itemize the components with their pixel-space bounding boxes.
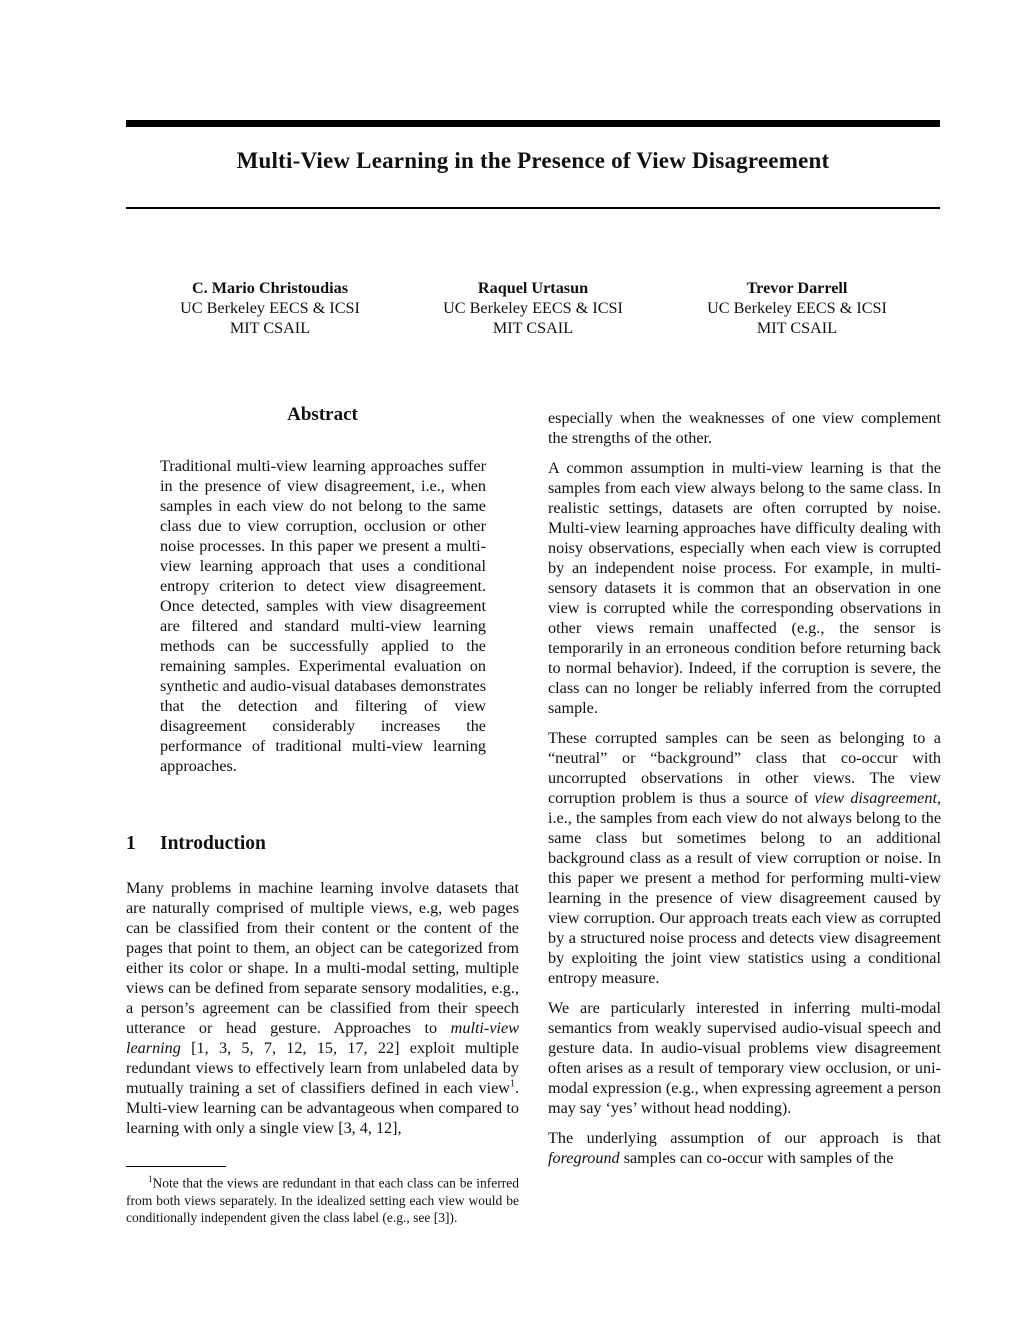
section-title: Introduction xyxy=(160,833,266,854)
body-paragraph: We are particularly interested in inferring multi-modal semantics from weakly supervised audio-visual speech and gesture data. In audio-visual problems view disagreement often arises as a result of temporary view occlusion, or uni-modal expression (e.g., when expressing agreement a person may say ‘yes’ without head nodding). xyxy=(548,999,941,1117)
author-name: C. Mario Christoudias xyxy=(191,279,349,297)
right-column xyxy=(548,408,941,1178)
body-paragraph: especially when the weaknesses of one view complement the strengths of the other. xyxy=(548,409,941,447)
intro-emphasis: multi-view learning xyxy=(126,1019,519,1057)
footnote-text: Note that the views are redundant in that each class can be inferred from both views separately. In the idealized setting each view would be conditionally independent given the class label (e.g., see [3]). xyxy=(126,1175,519,1225)
author-name: Trevor Darrell xyxy=(746,279,848,297)
body-text: , i.e., the samples from each view do not always belong to the same class but sometimes belong to an additional background class as a result of view corruption or noise. In this paper we present a method for performing multi-view learning in the presence of view disagreement caused by view corruption. Our approach treats each view as corrupted by a structured noise process and detects view disagreement by exploiting the joint view statistics using a conditional entropy measure. xyxy=(548,789,941,987)
author-block-2 xyxy=(403,278,663,338)
footnote-mark: 1 xyxy=(148,1174,153,1184)
body-text: These corrupted samples can be seen as belonging to a “neutral” or “background” class that co-occur with uncorrupted observations in other views. The view corruption problem is thus a source of xyxy=(548,729,941,807)
body-paragraph: A common assumption in multi-view learning is that the samples from each view always belong to the same class. In realistic settings, datasets are often corrupted by noise. Multi-view learning approaches have difficulty dealing with noisy observations, especially when each view is corrupted by an independent noise process. For example, in multi-sensory datasets it is common that an observation in one view is corrupted while the corresponding observations in other views remain unaffected (e.g., the sensor is temporarily in an erroneous condition before returning back to normal behavior). Indeed, if the corruption is severe, the class can no longer be reliably inferred from the corrupted sample. xyxy=(548,459,941,717)
author-affiliation: MIT CSAIL xyxy=(229,319,311,337)
body-emphasis: view disagreement xyxy=(814,789,937,807)
section-heading xyxy=(126,833,266,855)
body-text: samples can co-occur with samples of the xyxy=(619,1149,894,1167)
author-block-1 xyxy=(140,278,400,338)
intro-text: . Multi-view learning can be advantageous when compared to learning with only a single view [3, 4, 12], xyxy=(126,1079,519,1137)
footnote xyxy=(126,1171,519,1226)
paper-title: Multi-View Learning in the Presence of View Disagreement xyxy=(236,148,830,173)
footnote-ref: 1 xyxy=(509,1078,515,1090)
author-affiliation: UC Berkeley EECS & ICSI xyxy=(443,299,623,317)
abstract-text: Traditional multi-view learning approaches suffer in the presence of view disagreement, i.e., when samples in each view do not belong to the same class due to view corruption, occlusion or other noise processes. In this paper we present a multi-view learning approach that uses a conditional entropy criterion to detect view disagreement. Once detected, samples with view disagreement are filtered and standard multi-view learning methods can be successfully applied to the remaining samples. Experimental evaluation on synthetic and audio-visual databases demonstrates that the detection and filtering of view disagreement considerably increases the performance of traditional multi-view learning approaches. xyxy=(160,457,486,775)
body-paragraph xyxy=(548,1128,941,1168)
author-name: Raquel Urtasun xyxy=(477,279,589,297)
body-text: The underlying assumption of our approach is that xyxy=(548,1129,941,1147)
title-bottom-rule xyxy=(126,207,940,209)
footnote-rule xyxy=(126,1166,226,1167)
author-affiliation: MIT CSAIL xyxy=(756,319,838,337)
author-affiliation: UC Berkeley EECS & ICSI xyxy=(180,299,360,317)
abstract-heading: Abstract xyxy=(287,404,358,425)
intro-text: Many problems in machine learning involve datasets that are naturally comprised of multiple views, e.g, web pages can be classified from their content or the content of the pages that point to them, an object can be categorized from either its color or shape. In a multi-modal setting, multiple views can be defined from separate sensory modalities, e.g., a person’s agreement can be classified from their speech utterance or head gesture. Approaches to xyxy=(126,879,519,1037)
author-affiliation: MIT CSAIL xyxy=(492,319,574,337)
body-paragraph xyxy=(548,728,941,988)
author-block-3 xyxy=(667,278,927,338)
title-top-rule xyxy=(126,120,940,127)
author-affiliation: UC Berkeley EECS & ICSI xyxy=(707,299,887,317)
intro-text: [1, 3, 5, 7, 12, 15, 17, 22] exploit multiple redundant views to effectively learn from unlabeled data by mutually training a set of classifiers defined in each view xyxy=(126,1039,519,1097)
intro-paragraph xyxy=(126,878,519,1138)
section-number: 1 xyxy=(126,833,136,854)
body-emphasis: foreground xyxy=(548,1149,620,1167)
